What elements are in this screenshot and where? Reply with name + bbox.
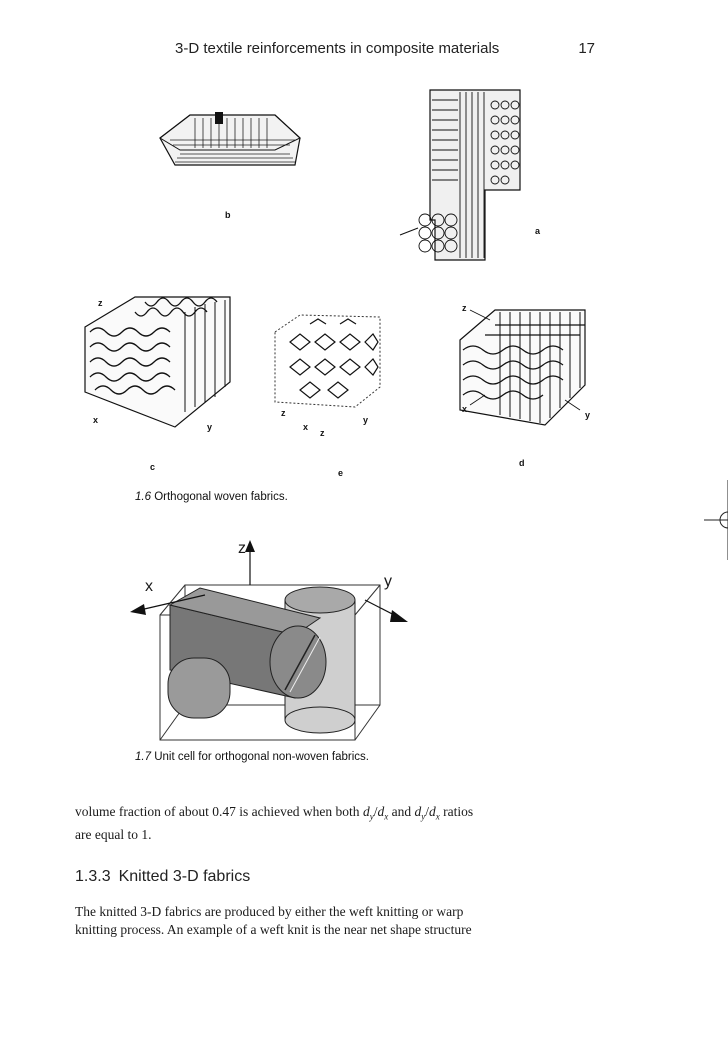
figure-number: 1.6 [135,491,151,503]
axis-label-d-x: x [462,404,468,414]
figure-panel-e-illustration [270,312,385,412]
axis-label-d-z: z [462,303,467,313]
panel-label-c: c [150,462,156,472]
axis-label-1-7-x: x [145,578,153,595]
panel-label-e: e [338,468,344,478]
crop-mark [700,470,728,570]
figure-number: 1.7 [135,751,151,763]
axis-label-d-y: y [585,410,591,420]
section-title: Knitted 3-D fabrics [118,868,251,885]
figure-panel-d-illustration [455,300,590,435]
text-line: are equal to 1. [75,826,152,842]
figure-panel-b-illustration [155,110,305,175]
axis-label-c-y: y [207,422,213,432]
figure-1-7-illustration [130,540,410,760]
section-number: 1.3.3 [75,868,111,885]
axis-label-e-y: y [363,415,369,425]
figure-panel-a-illustration [400,80,540,265]
axis-label-e-z: z [281,408,286,418]
paragraph-knitted [75,903,597,939]
axis-label-1-7-z: z [238,540,246,557]
text-line: volume fraction of about 0.47 is achieved when both $d_y/d_x$ and $d_y/d_x$ ratios [75,804,474,822]
panel-label-a: a [535,226,541,236]
figure-caption-text: Unit cell for orthogonal non-woven fabrics. [154,751,369,763]
panel-label-b: b [225,210,231,220]
running-title: 3-D textile reinforcements in composite materials [175,40,500,57]
paragraph-volume-fraction [75,803,597,844]
axis-label-e-z2: z [320,428,325,438]
figure-caption-1-7 [135,751,369,763]
figure-panel-c-illustration [75,292,240,432]
figure-caption-1-6 [135,491,288,503]
section-heading [75,868,250,886]
text-line: knitting process. An example of a weft knit is the near net shape structure [75,922,472,937]
figure-caption-text: Orthogonal woven fabrics. [154,491,288,503]
axis-label-c-x: x [93,415,99,425]
axis-label-1-7-y: y [384,573,392,590]
text-line: The knitted 3-D fabrics are produced by either the weft knitting or warp [75,904,464,919]
panel-label-d: d [519,458,525,468]
axis-label-e-x: x [303,422,309,432]
page-number: 17 [578,40,595,57]
axis-label-c-z: z [98,298,103,308]
